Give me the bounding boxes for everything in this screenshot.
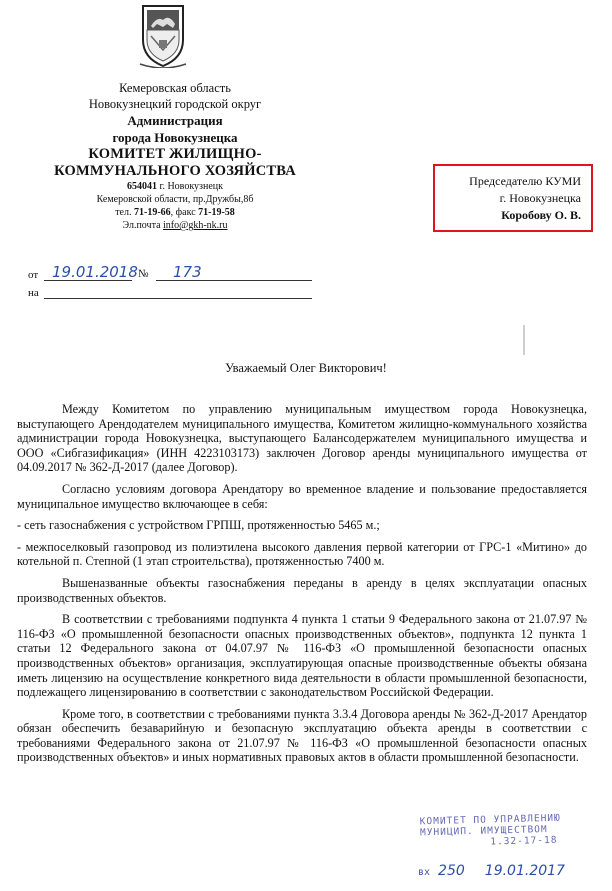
letter-body bbox=[17, 402, 587, 772]
addressee-position: Председателю КУМИ bbox=[469, 174, 581, 188]
paragraph-1: Между Комитетом по управлению муниципальным имуществом города Новокузнецка, выступающего Арендодателем муниципального имущества, Комитетом жилищно-коммунального хозяйства администрации города Новокузнецка, выступающего Балансодержателем муниципального имущества и ООО «Сибгазификация» (ИНН 4223103173) заключен Договор аренды муниципального имущества от 04.09.2017 № 362-Д-2017 (далее Договор). bbox=[17, 402, 587, 475]
district-line: Новокузнецкий городской округ bbox=[88, 97, 262, 111]
coat-of-arms-emblem bbox=[137, 0, 189, 68]
city-line: города Новокузнецка bbox=[112, 130, 238, 145]
paragraph-7: Кроме того, в соответствии с требованиями пункта 3.3.4 Договора аренды № 362-Д-2017 Арендатор обязан обеспечить безаварийную и безопасную эксплуатацию объекта аренды в соответствии с требованиями Федерального закона от 21.07.97 № 116-ФЗ «О промышленной безопасности опасных производственных объектов» и иных нормативных правовых актов в области промышленной безопасности. bbox=[17, 706, 587, 765]
reply-to-label: на bbox=[28, 287, 39, 299]
paragraph-6: В соответствии с требованиями подпункта 4 пункта 1 статьи 9 Федерального закона от 21.07.97 № 116-ФЗ «О промышленной безопасности опасных производственных объектов», подпункта 12 пункта 1 статьи 12 Федерального закона от 04.07.97 № 116-ФЗ «О промышленной безопасности опасных производственных объектов» организация, эксплуатирующая опасные производственные объекты обязана иметь лицензию на осуществление конкретного вида деятельности в области промышленной безопасности, подлежащего лицензированию в соответствии с законодательством Российской Федерации. bbox=[17, 612, 587, 700]
admin-line: Администрация bbox=[127, 113, 223, 128]
stamp-line-1: КОМИТЕТ ПО УПРАВЛЕНИЮ bbox=[419, 812, 561, 828]
greeting: Уважаемый Олег Викторович! bbox=[225, 361, 387, 375]
region-line: Кемеровская область bbox=[119, 81, 231, 95]
incoming-number-stamp bbox=[418, 862, 608, 880]
postal-line bbox=[40, 180, 310, 193]
tel-label: тел. bbox=[115, 207, 134, 218]
committee-line-2: КОММУНАЛЬНОГО ХОЗЯЙСТВА bbox=[54, 163, 296, 179]
pen-mark bbox=[522, 325, 526, 355]
addressee-box bbox=[433, 164, 593, 232]
reply-to-underline bbox=[44, 298, 312, 299]
tel-number: 71-19-66 bbox=[134, 207, 171, 218]
from-label: от bbox=[28, 269, 39, 281]
addressee-name: Коробову О. В. bbox=[501, 208, 581, 222]
registration-stamp bbox=[420, 812, 601, 850]
postcode: 654041 bbox=[126, 181, 157, 192]
email-line bbox=[40, 219, 310, 232]
paragraph-5: Вышеназванные объекты газоснабжения переданы в аренду в целях эксплуатации опасных производственных объектов. bbox=[17, 575, 587, 605]
street-line: Кемеровской области, пр.Дружбы,8б bbox=[96, 194, 254, 205]
fax-number: 71-19-58 bbox=[198, 207, 235, 218]
post-city: г. Новокузнецк bbox=[156, 181, 223, 192]
stamp-line-2: МУНИЦИП. ИМУЩЕСТВОМ bbox=[419, 824, 548, 839]
email-label: Эл.почта bbox=[122, 220, 164, 231]
handwritten-number: 173 bbox=[173, 263, 202, 281]
incoming-label: вх bbox=[418, 867, 431, 878]
stamp-line-3: 1.32-17-18 bbox=[490, 834, 558, 848]
paragraph-2: Согласно условиям договора Арендатору во временное владение и пользование предоставляется муниципальное имущество включающее в себя: bbox=[17, 481, 587, 511]
incoming-date: 19.01.2017 bbox=[484, 863, 565, 879]
email-link[interactable]: info@gkh-nk.ru bbox=[163, 220, 228, 231]
paragraph-4: - межпоселковый газопровод из полиэтилена высокого давления первой категории от ГРС-1 «Митино» до котельной п. Степной (1 этап строительства), протяженностью 7400 м. bbox=[17, 539, 587, 569]
addressee-city: г. Новокузнецка bbox=[499, 191, 581, 205]
phone-line bbox=[40, 206, 310, 219]
fax-label: , факс bbox=[170, 207, 199, 218]
incoming-number: 250 bbox=[438, 863, 465, 879]
paragraph-3: - сеть газоснабжения с устройством ГРПШ, протяженностью 5465 м.; bbox=[17, 518, 380, 533]
letterhead bbox=[40, 80, 310, 232]
committee-line-1: КОМИТЕТ ЖИЛИЩНО- bbox=[88, 146, 262, 162]
number-label: № bbox=[138, 268, 149, 280]
handwritten-date: 19.01.2018 bbox=[52, 263, 138, 281]
